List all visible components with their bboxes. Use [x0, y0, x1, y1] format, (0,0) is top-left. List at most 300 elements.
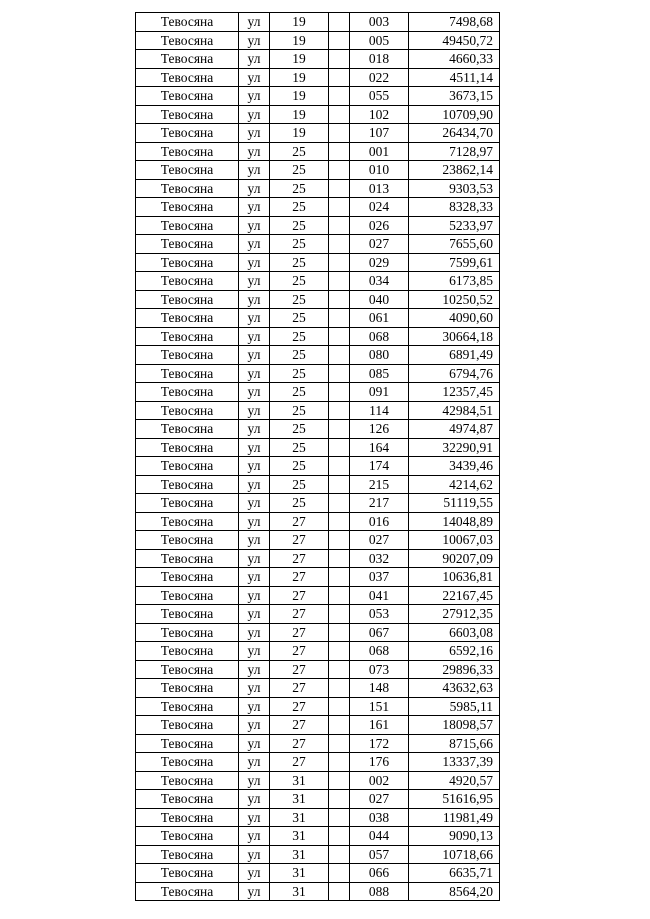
house-number-cell: 27 [270, 642, 329, 661]
street-type-cell: ул [239, 13, 270, 32]
street-type-cell: ул [239, 549, 270, 568]
building-cell [329, 309, 350, 328]
table-row [136, 512, 500, 531]
building-cell [329, 179, 350, 198]
amount-cell: 4511,14 [409, 68, 500, 87]
house-number-cell: 25 [270, 179, 329, 198]
street-cell: Тевосяна [136, 364, 239, 383]
amount-cell: 3673,15 [409, 87, 500, 106]
apartment-cell: 037 [350, 568, 409, 587]
street-cell: Тевосяна [136, 179, 239, 198]
building-cell [329, 383, 350, 402]
street-type-cell: ул [239, 383, 270, 402]
street-type-cell: ул [239, 808, 270, 827]
house-number-cell: 25 [270, 475, 329, 494]
street-type-cell: ул [239, 235, 270, 254]
table-row [136, 346, 500, 365]
table-row [136, 827, 500, 846]
street-type-cell: ул [239, 679, 270, 698]
amount-cell: 7655,60 [409, 235, 500, 254]
apartment-cell: 041 [350, 586, 409, 605]
table-row [136, 494, 500, 513]
apartment-cell: 040 [350, 290, 409, 309]
street-cell: Тевосяна [136, 864, 239, 883]
building-cell [329, 531, 350, 550]
street-cell: Тевосяна [136, 660, 239, 679]
apartment-cell: 088 [350, 882, 409, 901]
house-number-cell: 27 [270, 753, 329, 772]
building-cell [329, 198, 350, 217]
house-number-cell: 25 [270, 272, 329, 291]
street-cell: Тевосяна [136, 290, 239, 309]
street-type-cell: ул [239, 216, 270, 235]
building-cell [329, 401, 350, 420]
street-cell: Тевосяна [136, 105, 239, 124]
table-row [136, 309, 500, 328]
house-number-cell: 27 [270, 531, 329, 550]
street-cell: Тевосяна [136, 808, 239, 827]
street-cell: Тевосяна [136, 216, 239, 235]
street-cell: Тевосяна [136, 549, 239, 568]
street-cell: Тевосяна [136, 845, 239, 864]
amount-cell: 10718,66 [409, 845, 500, 864]
street-type-cell: ул [239, 105, 270, 124]
street-type-cell: ул [239, 68, 270, 87]
amount-cell: 11981,49 [409, 808, 500, 827]
amount-cell: 43632,63 [409, 679, 500, 698]
table-row [136, 679, 500, 698]
amount-cell: 8715,66 [409, 734, 500, 753]
apartment-cell: 151 [350, 697, 409, 716]
house-number-cell: 31 [270, 845, 329, 864]
street-cell: Тевосяна [136, 771, 239, 790]
amount-cell: 42984,51 [409, 401, 500, 420]
building-cell [329, 790, 350, 809]
street-cell: Тевосяна [136, 161, 239, 180]
building-cell [329, 327, 350, 346]
house-number-cell: 25 [270, 401, 329, 420]
apartment-cell: 217 [350, 494, 409, 513]
house-number-cell: 25 [270, 438, 329, 457]
street-cell: Тевосяна [136, 13, 239, 32]
street-cell: Тевосяна [136, 235, 239, 254]
street-type-cell: ул [239, 623, 270, 642]
street-cell: Тевосяна [136, 790, 239, 809]
amount-cell: 5233,97 [409, 216, 500, 235]
house-number-cell: 25 [270, 346, 329, 365]
apartment-cell: 172 [350, 734, 409, 753]
table-row [136, 457, 500, 476]
table-row [136, 124, 500, 143]
table-row [136, 864, 500, 883]
building-cell [329, 586, 350, 605]
apartment-cell: 085 [350, 364, 409, 383]
street-cell: Тевосяна [136, 882, 239, 901]
amount-cell: 32290,91 [409, 438, 500, 457]
table-row [136, 845, 500, 864]
street-cell: Тевосяна [136, 383, 239, 402]
house-number-cell: 25 [270, 161, 329, 180]
table-row [136, 216, 500, 235]
building-cell [329, 142, 350, 161]
house-number-cell: 25 [270, 142, 329, 161]
amount-cell: 13337,39 [409, 753, 500, 772]
street-type-cell: ул [239, 87, 270, 106]
house-number-cell: 27 [270, 679, 329, 698]
house-number-cell: 25 [270, 216, 329, 235]
house-number-cell: 25 [270, 253, 329, 272]
street-type-cell: ул [239, 586, 270, 605]
street-cell: Тевосяна [136, 198, 239, 217]
street-cell: Тевосяна [136, 827, 239, 846]
amount-cell: 10636,81 [409, 568, 500, 587]
table-body [136, 13, 500, 901]
amount-cell: 6794,76 [409, 364, 500, 383]
street-type-cell: ул [239, 494, 270, 513]
amount-cell: 5985,11 [409, 697, 500, 716]
amount-cell: 7599,61 [409, 253, 500, 272]
house-number-cell: 27 [270, 697, 329, 716]
building-cell [329, 290, 350, 309]
building-cell [329, 568, 350, 587]
house-number-cell: 25 [270, 198, 329, 217]
building-cell [329, 753, 350, 772]
table-row [136, 882, 500, 901]
apartment-cell: 029 [350, 253, 409, 272]
street-cell: Тевосяна [136, 512, 239, 531]
table-row [136, 531, 500, 550]
table-row [136, 660, 500, 679]
building-cell [329, 771, 350, 790]
table-row [136, 697, 500, 716]
building-cell [329, 845, 350, 864]
street-type-cell: ул [239, 845, 270, 864]
amount-cell: 10250,52 [409, 290, 500, 309]
amount-cell: 22167,45 [409, 586, 500, 605]
street-cell: Тевосяна [136, 734, 239, 753]
amount-cell: 90207,09 [409, 549, 500, 568]
apartment-cell: 107 [350, 124, 409, 143]
street-type-cell: ул [239, 660, 270, 679]
amount-cell: 4920,57 [409, 771, 500, 790]
building-cell [329, 827, 350, 846]
street-type-cell: ул [239, 50, 270, 69]
street-type-cell: ул [239, 272, 270, 291]
house-number-cell: 19 [270, 124, 329, 143]
table-row [136, 290, 500, 309]
apartment-cell: 032 [350, 549, 409, 568]
building-cell [329, 808, 350, 827]
street-type-cell: ул [239, 734, 270, 753]
apartment-cell: 038 [350, 808, 409, 827]
street-cell: Тевосяна [136, 401, 239, 420]
building-cell [329, 87, 350, 106]
table-row [136, 272, 500, 291]
street-type-cell: ул [239, 753, 270, 772]
house-number-cell: 31 [270, 864, 329, 883]
amount-cell: 4090,60 [409, 309, 500, 328]
amount-cell: 9303,53 [409, 179, 500, 198]
table-row [136, 475, 500, 494]
apartment-cell: 176 [350, 753, 409, 772]
apartment-cell: 016 [350, 512, 409, 531]
building-cell [329, 512, 350, 531]
amount-cell: 6173,85 [409, 272, 500, 291]
street-cell: Тевосяна [136, 605, 239, 624]
apartment-cell: 027 [350, 531, 409, 550]
house-number-cell: 31 [270, 808, 329, 827]
building-cell [329, 882, 350, 901]
apartment-cell: 161 [350, 716, 409, 735]
house-number-cell: 31 [270, 771, 329, 790]
building-cell [329, 161, 350, 180]
street-type-cell: ул [239, 309, 270, 328]
amount-cell: 14048,89 [409, 512, 500, 531]
amount-cell: 4660,33 [409, 50, 500, 69]
table-row [136, 142, 500, 161]
building-cell [329, 697, 350, 716]
street-cell: Тевосяна [136, 272, 239, 291]
building-cell [329, 660, 350, 679]
apartment-cell: 061 [350, 309, 409, 328]
building-cell [329, 31, 350, 50]
apartment-cell: 068 [350, 327, 409, 346]
building-cell [329, 13, 350, 32]
street-type-cell: ул [239, 327, 270, 346]
street-cell: Тевосяна [136, 31, 239, 50]
street-cell: Тевосяна [136, 50, 239, 69]
apartment-cell: 067 [350, 623, 409, 642]
table-row [136, 808, 500, 827]
table-row [136, 420, 500, 439]
apartment-cell: 026 [350, 216, 409, 235]
house-number-cell: 19 [270, 50, 329, 69]
building-cell [329, 272, 350, 291]
street-cell: Тевосяна [136, 457, 239, 476]
table-row [136, 623, 500, 642]
building-cell [329, 642, 350, 661]
amount-cell: 6635,71 [409, 864, 500, 883]
building-cell [329, 605, 350, 624]
building-cell [329, 494, 350, 513]
street-type-cell: ул [239, 475, 270, 494]
table-row [136, 68, 500, 87]
street-type-cell: ул [239, 605, 270, 624]
house-number-cell: 27 [270, 549, 329, 568]
apartment-cell: 010 [350, 161, 409, 180]
amount-cell: 26434,70 [409, 124, 500, 143]
street-cell: Тевосяна [136, 531, 239, 550]
house-number-cell: 27 [270, 716, 329, 735]
table-row [136, 105, 500, 124]
street-type-cell: ул [239, 401, 270, 420]
house-number-cell: 25 [270, 383, 329, 402]
apartment-cell: 057 [350, 845, 409, 864]
street-cell: Тевосяна [136, 142, 239, 161]
street-cell: Тевосяна [136, 309, 239, 328]
apartment-cell: 001 [350, 142, 409, 161]
table-row [136, 198, 500, 217]
street-type-cell: ул [239, 771, 270, 790]
street-cell: Тевосяна [136, 642, 239, 661]
street-cell: Тевосяна [136, 87, 239, 106]
table-row [136, 327, 500, 346]
building-cell [329, 457, 350, 476]
street-type-cell: ул [239, 457, 270, 476]
house-number-cell: 25 [270, 364, 329, 383]
table-row [136, 438, 500, 457]
street-cell: Тевосяна [136, 327, 239, 346]
apartment-cell: 068 [350, 642, 409, 661]
house-number-cell: 25 [270, 457, 329, 476]
street-type-cell: ул [239, 790, 270, 809]
house-number-cell: 19 [270, 13, 329, 32]
house-number-cell: 31 [270, 790, 329, 809]
street-type-cell: ул [239, 716, 270, 735]
amount-cell: 51119,55 [409, 494, 500, 513]
apartment-cell: 044 [350, 827, 409, 846]
table-row [136, 13, 500, 32]
street-cell: Тевосяна [136, 623, 239, 642]
apartment-cell: 091 [350, 383, 409, 402]
house-number-cell: 31 [270, 882, 329, 901]
building-cell [329, 420, 350, 439]
apartment-cell: 080 [350, 346, 409, 365]
table-row [136, 161, 500, 180]
building-cell [329, 734, 350, 753]
apartment-cell: 055 [350, 87, 409, 106]
house-number-cell: 19 [270, 105, 329, 124]
house-number-cell: 27 [270, 512, 329, 531]
building-cell [329, 346, 350, 365]
table-row [136, 586, 500, 605]
apartment-cell: 053 [350, 605, 409, 624]
street-type-cell: ул [239, 531, 270, 550]
building-cell [329, 679, 350, 698]
table-row [136, 771, 500, 790]
building-cell [329, 716, 350, 735]
amount-cell: 7498,68 [409, 13, 500, 32]
table-row [136, 716, 500, 735]
street-cell: Тевосяна [136, 494, 239, 513]
building-cell [329, 50, 350, 69]
amount-cell: 8328,33 [409, 198, 500, 217]
street-type-cell: ул [239, 864, 270, 883]
table-row [136, 364, 500, 383]
street-type-cell: ул [239, 697, 270, 716]
house-number-cell: 27 [270, 734, 329, 753]
amount-cell: 6891,49 [409, 346, 500, 365]
apartment-cell: 114 [350, 401, 409, 420]
street-type-cell: ул [239, 882, 270, 901]
table-row [136, 790, 500, 809]
apartment-cell: 073 [350, 660, 409, 679]
house-number-cell: 27 [270, 605, 329, 624]
table-row [136, 734, 500, 753]
street-cell: Тевосяна [136, 420, 239, 439]
apartment-cell: 126 [350, 420, 409, 439]
house-number-cell: 19 [270, 68, 329, 87]
apartment-cell: 027 [350, 235, 409, 254]
table-row [136, 87, 500, 106]
table-row [136, 179, 500, 198]
house-number-cell: 27 [270, 660, 329, 679]
amount-cell: 12357,45 [409, 383, 500, 402]
building-cell [329, 253, 350, 272]
amount-cell: 3439,46 [409, 457, 500, 476]
street-type-cell: ул [239, 290, 270, 309]
building-cell [329, 105, 350, 124]
apartment-cell: 215 [350, 475, 409, 494]
table-row [136, 383, 500, 402]
amount-cell: 27912,35 [409, 605, 500, 624]
building-cell [329, 124, 350, 143]
apartment-cell: 005 [350, 31, 409, 50]
apartment-cell: 164 [350, 438, 409, 457]
apartment-cell: 174 [350, 457, 409, 476]
table-row [136, 568, 500, 587]
apartment-cell: 003 [350, 13, 409, 32]
house-number-cell: 19 [270, 31, 329, 50]
building-cell [329, 549, 350, 568]
street-cell: Тевосяна [136, 438, 239, 457]
amount-cell: 6603,08 [409, 623, 500, 642]
house-number-cell: 19 [270, 87, 329, 106]
house-number-cell: 27 [270, 586, 329, 605]
amount-cell: 30664,18 [409, 327, 500, 346]
amount-cell: 7128,97 [409, 142, 500, 161]
street-type-cell: ул [239, 161, 270, 180]
street-type-cell: ул [239, 253, 270, 272]
street-type-cell: ул [239, 827, 270, 846]
house-number-cell: 27 [270, 623, 329, 642]
table-row [136, 549, 500, 568]
amount-cell: 6592,16 [409, 642, 500, 661]
apartment-cell: 034 [350, 272, 409, 291]
table-row [136, 31, 500, 50]
apartment-cell: 148 [350, 679, 409, 698]
house-number-cell: 25 [270, 290, 329, 309]
building-cell [329, 235, 350, 254]
apartment-cell: 018 [350, 50, 409, 69]
street-cell: Тевосяна [136, 253, 239, 272]
building-cell [329, 438, 350, 457]
house-number-cell: 25 [270, 494, 329, 513]
table-row [136, 642, 500, 661]
amount-cell: 10709,90 [409, 105, 500, 124]
amount-cell: 4974,87 [409, 420, 500, 439]
building-cell [329, 364, 350, 383]
apartment-cell: 013 [350, 179, 409, 198]
amount-cell: 4214,62 [409, 475, 500, 494]
table-row [136, 401, 500, 420]
street-cell: Тевосяна [136, 586, 239, 605]
building-cell [329, 623, 350, 642]
building-cell [329, 475, 350, 494]
building-cell [329, 864, 350, 883]
street-type-cell: ул [239, 642, 270, 661]
street-cell: Тевосяна [136, 679, 239, 698]
amount-cell: 10067,03 [409, 531, 500, 550]
street-type-cell: ул [239, 364, 270, 383]
debt-table [135, 12, 500, 901]
house-number-cell: 27 [270, 568, 329, 587]
street-type-cell: ул [239, 198, 270, 217]
apartment-cell: 002 [350, 771, 409, 790]
street-type-cell: ул [239, 31, 270, 50]
street-cell: Тевосяна [136, 346, 239, 365]
table-row [136, 605, 500, 624]
